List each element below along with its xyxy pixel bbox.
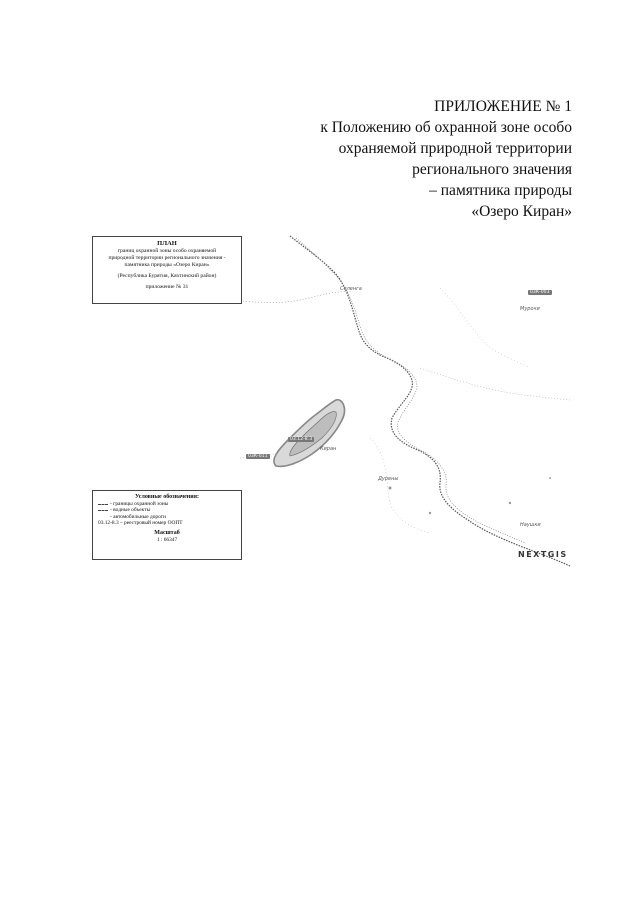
map-label-naushki: Наушки	[520, 522, 541, 528]
plan-text: границ охранной зоны особо охраняемой	[117, 248, 217, 254]
zone-code-badge: 03.12-8.3	[290, 437, 313, 442]
nextgis-watermark: NEXTGIS	[518, 550, 568, 559]
tributary-line	[420, 368, 570, 400]
map-label-river: Селенга	[340, 286, 362, 292]
road-badge: 03К-003	[530, 290, 550, 295]
scale-value: 1 : 66347	[156, 536, 178, 543]
plan-title-box	[92, 236, 242, 304]
plan-text: природной территории регионального значения -	[108, 255, 226, 261]
map-label-kiran: Киран	[320, 446, 337, 452]
legend-item: - границы охранной зоны	[98, 501, 236, 508]
plan-appendix-ref: приложение № 31	[145, 284, 189, 290]
legend-title: Условные обозначения:	[135, 494, 199, 500]
appendix-line: охраняемой природной территории	[338, 140, 572, 157]
river-line	[290, 236, 570, 566]
road-badge: 03К-011	[248, 454, 268, 459]
legend-item: - автомобильные дороги	[110, 513, 166, 520]
water-body	[509, 502, 511, 504]
plan-text: памятника природы «Озеро Киран»	[124, 262, 210, 268]
plan-title: ПЛАН	[157, 240, 177, 247]
legend-item: 03.12-8.3 – реестровый номер ООПТ	[98, 520, 183, 527]
appendix-line: регионального значения	[412, 161, 572, 178]
road-line	[440, 288, 530, 368]
river-bank-line	[296, 238, 526, 543]
appendix-line: к Положению об охранной зоне особо	[320, 119, 572, 136]
appendix-line: «Озеро Киран»	[471, 203, 572, 220]
map-label-dureny: Дурены	[378, 476, 399, 482]
water-body	[389, 487, 392, 490]
plan-region: (Республика Бурятия, Кяхтинский район)	[117, 273, 217, 279]
water-body	[549, 477, 551, 479]
appendix-line: – памятника природы	[429, 182, 572, 199]
water-body	[429, 512, 431, 514]
map-label-murochi: Мурочи	[520, 306, 540, 312]
zone-boundary-swatch	[98, 504, 108, 508]
road-line	[370, 438, 430, 533]
appendix-header	[320, 96, 572, 222]
legend-item: - водные объекты	[98, 507, 236, 514]
appendix-title: ПРИЛОЖЕНИЕ № 1	[434, 98, 572, 115]
legend-box	[92, 490, 242, 560]
scale-title: Масштаб	[154, 529, 180, 536]
